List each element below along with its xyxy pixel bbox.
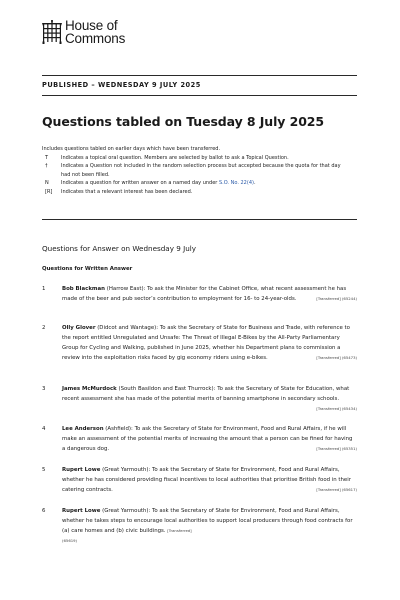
transferred-tag: [Transferred]	[316, 296, 341, 301]
question-item	[42, 465, 362, 495]
question-id: (65619)	[62, 538, 78, 543]
question-number: 1	[42, 286, 46, 292]
key-text: Indicates that a relevant interest has been declared.	[61, 188, 193, 195]
member-name: James McMurdock	[62, 386, 117, 392]
question-text: To ask the Secretary of State for Education, what recent assessment she has made of the potential merits of banning smartphone in secondary schools.	[62, 386, 350, 402]
top-rule	[42, 75, 357, 76]
question-id: (65473)	[341, 355, 357, 360]
question-id: (65617)	[341, 487, 357, 492]
constituency: (Harrow East):	[105, 286, 148, 292]
question-item	[42, 384, 362, 414]
transferred-tag: [Transferred]	[316, 487, 341, 492]
question-number: 3	[42, 386, 46, 392]
question-number: 4	[42, 426, 46, 432]
key-item	[42, 162, 362, 179]
section-heading: Questions for Answer on Wednesday 9 July	[42, 244, 197, 253]
constituency: (Ashfield):	[103, 426, 135, 432]
question-text: To ask the Secretary of State for Environment, Food and Rural Affairs, whether he takes steps to encourage local authorities to support local producers through food contracts for (a) care homes and (b) civic buildings.	[62, 508, 353, 534]
portcullis-icon	[42, 20, 62, 44]
question-text: To ask the Secretary of State for Business and Trade, with reference to the report entitled Unregulated and Unsafe: The Threat of Illegal E-Bikes by the All-Party Parliamentary Group for Cycling and Walking, published in June 2025, whether his Department plans to commission a review into the exploitation risks faced by gig economy riders using e-bikes.	[62, 325, 350, 361]
key-item	[42, 179, 362, 188]
logo-line-2: Commons	[65, 30, 126, 46]
key-item	[42, 154, 362, 163]
key-text: Indicates a question for written answer on a named day under	[61, 180, 218, 187]
question-number: 6	[42, 508, 46, 514]
constituency: (Great Yarmouth):	[100, 467, 153, 473]
question-id: (65244)	[341, 296, 357, 301]
transferred-tag: [Transferred]	[316, 446, 341, 451]
published-rule	[42, 95, 357, 96]
question-id: (65434)	[341, 406, 357, 411]
key-symbol: T	[45, 154, 49, 161]
transferred-tag: [Transferred]	[316, 406, 341, 411]
question-item	[42, 424, 362, 454]
key-text-end: .	[253, 180, 256, 187]
question-text: To ask the Secretary of State for Environment, Food and Rural Affairs, whether he has considered providing fiscal incentives to local authorities that prioritise British food in their catering contracts.	[62, 467, 351, 493]
sub-heading: Questions for Written Answer	[42, 266, 133, 272]
question-text: To ask the Secretary of State for Environment, Food and Rural Affairs, if he will make an assessment of the potential merits of increasing the amount that a person can be fined for having a dangerous dog.	[62, 426, 353, 452]
key-legend	[42, 145, 362, 197]
key-symbol: N	[45, 180, 49, 187]
member-name: Lee Anderson	[62, 426, 104, 432]
key-symbol: †	[45, 163, 48, 170]
question-number: 5	[42, 467, 46, 473]
question-number: 2	[42, 325, 46, 331]
constituency: (Didcot and Wantage):	[95, 325, 160, 331]
house-of-commons-logo	[42, 20, 125, 45]
standing-order-link[interactable]: S.O. No. 22(4)	[218, 180, 254, 187]
question-item	[42, 323, 362, 363]
question-item	[42, 284, 362, 304]
key-text: Indicates a topical oral question. Members are selected by ballot to ask a Topical Question.	[61, 154, 289, 161]
published-date: PUBLISHED – WEDNESDAY 9 JULY 2025	[42, 81, 201, 89]
member-name: Rupert Lowe	[62, 508, 101, 514]
intro-lead: Includes questions tabled on earlier days which have been transferred.	[42, 146, 221, 152]
transferred-tag: [Transferred]	[316, 355, 341, 360]
transferred-tag: [Transferred]	[167, 528, 192, 533]
logo-line-1: House of	[65, 18, 118, 33]
constituency: (Great Yarmouth):	[100, 508, 153, 514]
member-name: Olly Glover	[62, 325, 96, 331]
question-text: To ask the Minister for the Cabinet Office, what recent assessment he has made of the beer and pub sector’s contribution to employment for 16- to 24-year-olds.	[62, 286, 347, 302]
constituency: (South Basildon and East Thurrock):	[116, 386, 218, 392]
question-id: (65351)	[341, 446, 357, 451]
member-name: Bob Blackman	[62, 286, 106, 292]
page-title: Questions tabled on Tuesday 8 July 2025	[42, 114, 324, 129]
section-rule	[42, 219, 357, 220]
key-text: Indicates a Question not included in the random selection process but accepted because the quota for that day had not been filled.	[61, 163, 341, 178]
key-item	[42, 188, 362, 197]
key-symbol: [R]	[45, 188, 53, 195]
member-name: Rupert Lowe	[62, 467, 101, 473]
question-item	[42, 506, 362, 546]
